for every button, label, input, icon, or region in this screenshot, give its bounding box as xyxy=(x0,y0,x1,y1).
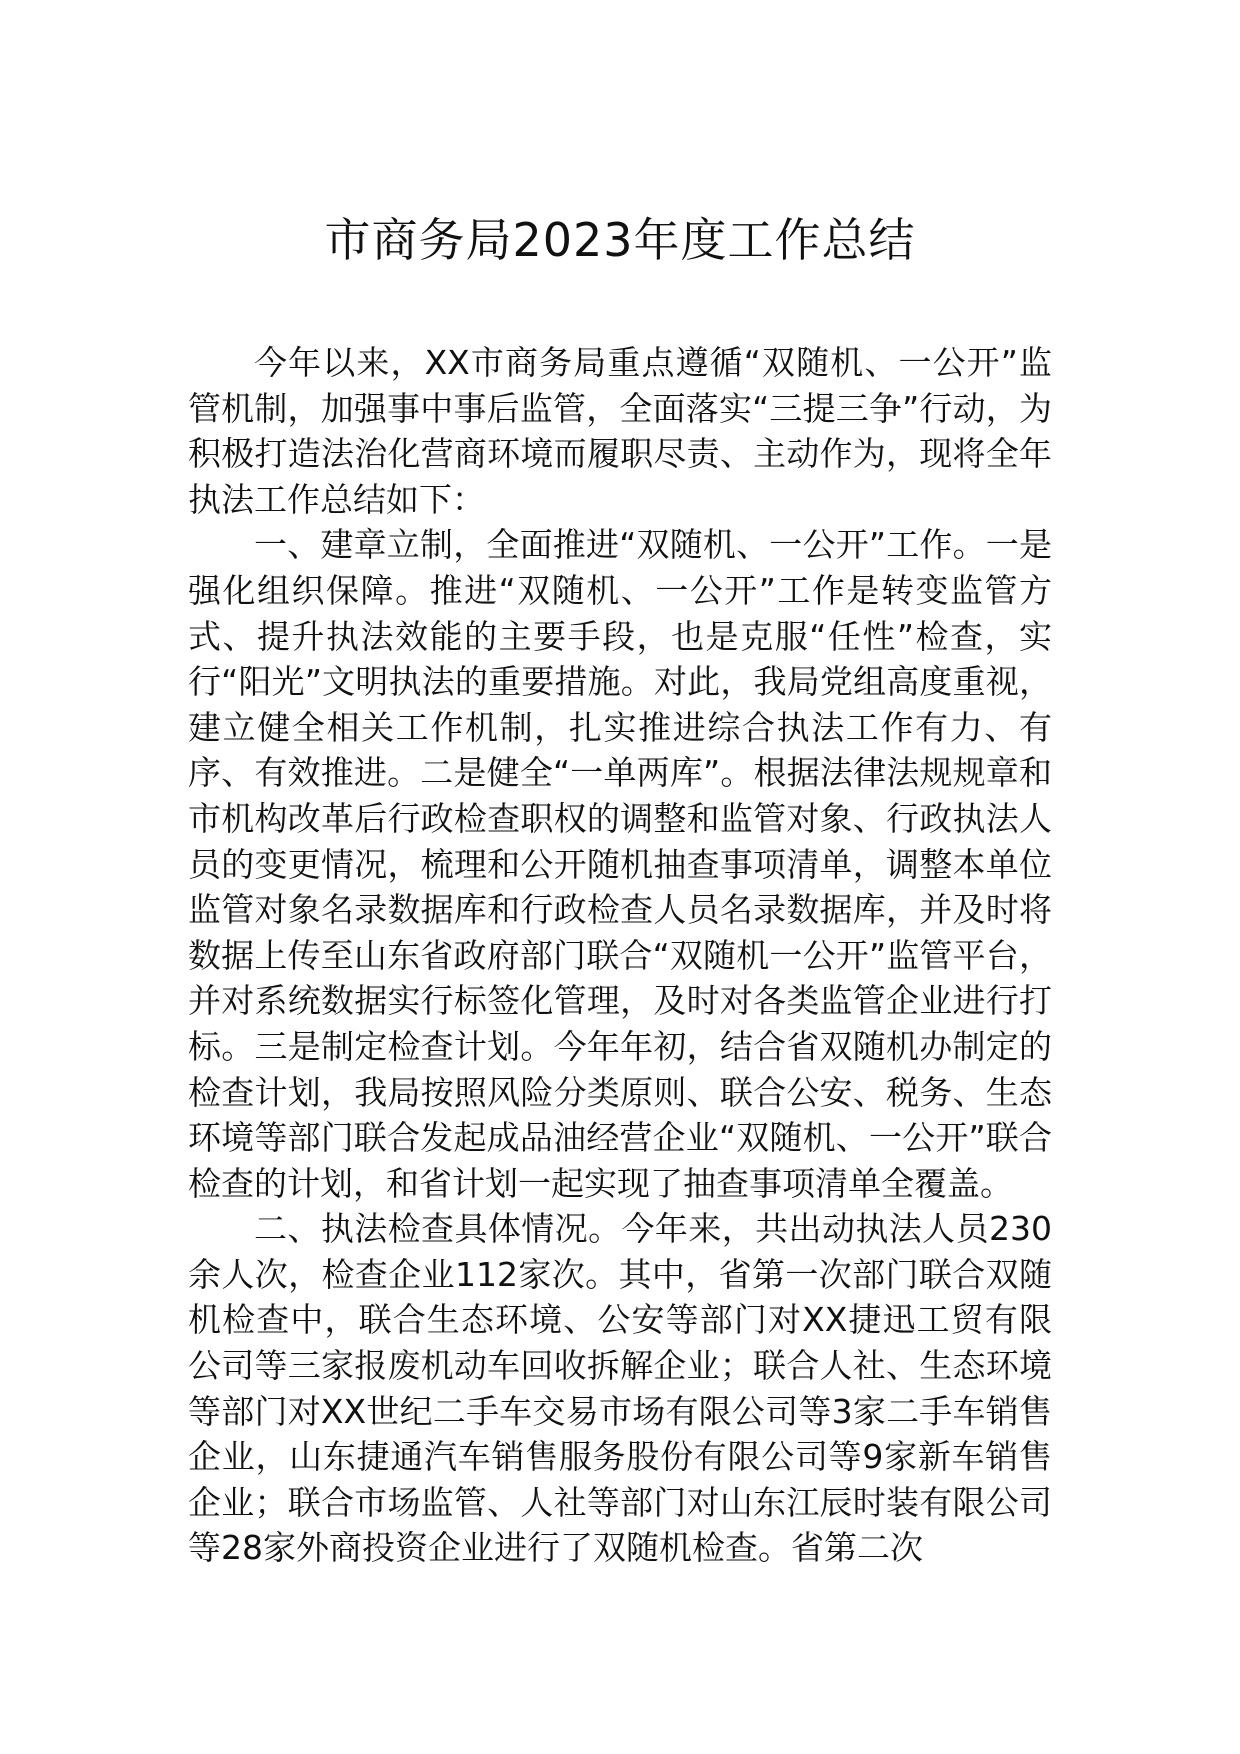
document-title: 市商务局2023年度工作总结 xyxy=(324,213,916,267)
paragraph-intro: 今年以来，XX市商务局重点遵循“双随机、一公开”监管机制，加强事中事后监管，全面落实“三提三争”行动，为积极打造法治化营商环境而履职尽责、主动作为，现将全年执法工作总结如下： xyxy=(188,343,1052,519)
paragraph-section-one: 一、建章立制，全面推进“双随机、一公开”工作。一是强化组织保障。推进“双随机、一公开”工作是转变监管方式、提升执法效能的主要手段，也是克服“任性”检查，实行“阳光”文明执法的重要措施。对此，我局党组高度重视，建立健全相关工作机制，扎实推进综合执法工作有力、有序、有效推进。二是健全“一单两库”。根据法律法规规章和市机构改革后行政检查职权的调整和监管对象、行政执法人员的变更情况，梳理和公开随机抽查事项清单，调整本单位监管对象名录数据库和行政检查人员名录数据库，并及时将数据上传至山东省政府部门联合“双随机一公开”监管平台，并对系统数据实行标签化管理，及时对各类监管企业进行打标。三是制定检查计划。今年年初，结合省双随机办制定的检查计划，我局按照风险分类原则、联合公安、税务、生态环境等部门联合发起成品油经营企业“双随机、一公开”联合检查的计划，和省计划一起实现了抽查事项清单全覆盖。 xyxy=(188,525,1052,1203)
document-body xyxy=(188,340,1052,1571)
paragraph-section-two: 二、执法检查具体情况。今年来，共出动执法人员230余人次，检查企业112家次。其中，省第一次部门联合双随机检查中，联合生态环境、公安等部门对XX捷迅工贸有限公司等三家报废机动车回收拆解企业；联合人社、生态环境等部门对XX世纪二手车交易市场有限公司等3家二手车销售企业，山东捷通汽车销售服务股份有限公司等9家新车销售企业；联合市场监管、人社等部门对山东江辰时装有限公司等28家外商投资企业进行了双随机检查。省第二次 xyxy=(188,1209,1052,1568)
